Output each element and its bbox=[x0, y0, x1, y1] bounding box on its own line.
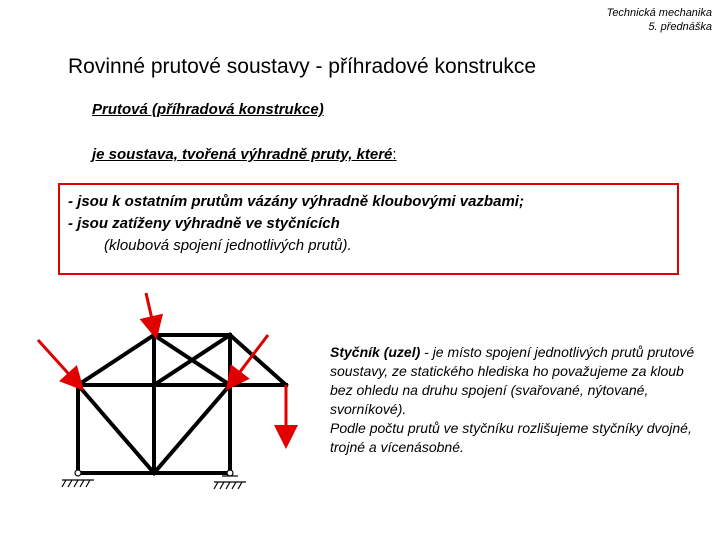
pin-left-icon bbox=[75, 470, 81, 476]
definition-box bbox=[58, 183, 679, 275]
arrow-left-load-icon bbox=[38, 340, 76, 382]
truss-members bbox=[78, 335, 286, 473]
member-right-rafter bbox=[230, 335, 286, 385]
definition-text-1: - je místo spojení jednotlivých prutů prutové soustavy, ze statického hlediska ho považujeme za kloub bez ohledu na druhu spojení (svařované, nýtované, svorníkové). bbox=[330, 344, 695, 417]
member-diagonal-left bbox=[78, 385, 154, 473]
page-title: Rovinné prutové soustavy - příhradové konstrukce bbox=[68, 55, 537, 78]
load-arrows bbox=[38, 293, 286, 437]
definition-term: Styčník (uzel) bbox=[330, 344, 421, 360]
box-line-2: - jsou zatíženy výhradně ve styčnících bbox=[68, 215, 340, 232]
intro-suffix: : bbox=[392, 146, 397, 163]
header-info bbox=[607, 6, 712, 34]
course-name: Technická mechanika bbox=[606, 7, 712, 19]
intro-main: je soustava, tvořená výhradně pruty, které bbox=[92, 146, 393, 163]
arrow-top-load-icon bbox=[146, 293, 154, 328]
intro-text bbox=[92, 146, 397, 163]
node-definition bbox=[330, 343, 702, 457]
member-diagonal-right bbox=[154, 385, 230, 473]
lecture-number: 5. přednáška bbox=[648, 21, 712, 33]
pin-right-icon bbox=[227, 470, 233, 476]
box-line-1: - jsou k ostatním prutům vázány výhradně kloubovými vazbami; bbox=[68, 193, 524, 210]
box-line-3: (kloubová spojení jednotlivých prutů). bbox=[104, 237, 352, 254]
member-left-rafter bbox=[78, 335, 154, 385]
truss-diagram bbox=[0, 285, 320, 495]
definition-text-2: Podle počtu prutů ve styčníku rozlišujeme styčníky dvojné, trojné a vícenásobné. bbox=[330, 420, 692, 455]
subtitle: Prutová (příhradová konstrukce) bbox=[92, 101, 324, 118]
